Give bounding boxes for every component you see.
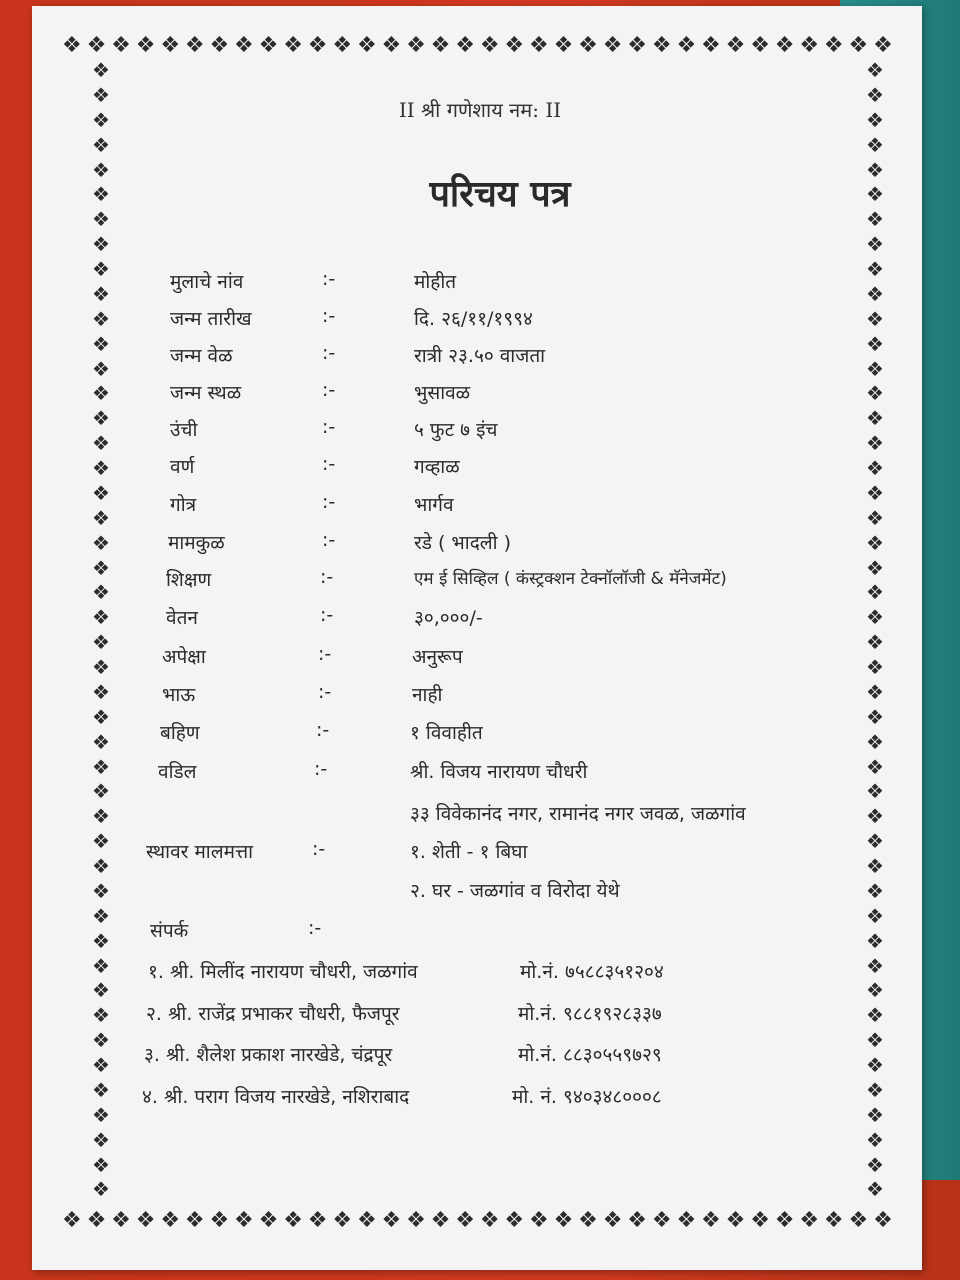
border-ornament-icon: ❖ <box>356 32 376 58</box>
border-ornament-icon: ❖ <box>92 630 110 655</box>
border-ornament-icon: ❖ <box>504 1207 524 1233</box>
border-ornament-icon: ❖ <box>866 406 884 431</box>
border-ornament-icon: ❖ <box>258 1207 278 1233</box>
border-ornament-icon: ❖ <box>676 32 696 58</box>
border-ornament-icon: ❖ <box>307 1207 327 1233</box>
border-ornament-icon: ❖ <box>381 32 401 58</box>
border-ornament-icon: ❖ <box>92 1028 110 1053</box>
detail-separator: :- <box>318 681 332 703</box>
border-ornament-icon: ❖ <box>866 182 884 207</box>
border-ornament-icon: ❖ <box>92 779 110 804</box>
border-ornament-icon: ❖ <box>92 978 110 1003</box>
detail-separator: :- <box>322 342 336 364</box>
detail-separator: :- <box>322 491 336 513</box>
border-ornament-icon: ❖ <box>92 953 110 978</box>
detail-label: भाऊ <box>162 684 196 706</box>
border-ornament-icon: ❖ <box>92 580 110 605</box>
father-address: ३३ विवेकानंद नगर, रामानंद नगर जवळ, जळगांव <box>410 803 746 825</box>
border-ornament-icon: ❖ <box>356 1207 376 1233</box>
border-ornament-icon: ❖ <box>750 32 769 58</box>
detail-separator: :- <box>320 604 334 626</box>
border-ornament-icon: ❖ <box>866 953 884 978</box>
detail-separator: :- <box>322 453 336 475</box>
border-ornament-icon: ❖ <box>578 32 597 58</box>
detail-value: १ विवाहीत <box>410 722 483 744</box>
border-ornament-icon: ❖ <box>92 1053 110 1077</box>
border-ornament-icon: ❖ <box>750 1207 769 1233</box>
contact-name: ३. श्री. शैलेश प्रकाश नारखेडे, चंद्रपूर <box>144 1044 393 1066</box>
border-ornament-icon: ❖ <box>848 32 868 58</box>
border-ornament-icon: ❖ <box>866 356 884 381</box>
border-ornament-icon: ❖ <box>160 32 180 58</box>
border-ornament-icon: ❖ <box>92 107 110 132</box>
decorative-border-right <box>862 60 888 1200</box>
border-ornament-icon: ❖ <box>651 32 671 58</box>
detail-separator: :- <box>322 305 336 327</box>
border-ornament-icon: ❖ <box>866 281 884 306</box>
border-ornament-icon: ❖ <box>774 32 794 58</box>
border-ornament-icon: ❖ <box>866 480 884 505</box>
detail-value: रडे ( भादली ) <box>414 532 512 554</box>
border-ornament-icon: ❖ <box>307 32 327 58</box>
border-ornament-icon: ❖ <box>92 1127 110 1152</box>
border-ornament-icon: ❖ <box>848 1207 868 1233</box>
border-ornament-icon: ❖ <box>92 878 110 903</box>
border-ornament-icon: ❖ <box>725 32 745 58</box>
border-ornament-icon: ❖ <box>866 978 884 1003</box>
border-ornament-icon: ❖ <box>92 431 110 456</box>
border-ornament-icon: ❖ <box>92 456 110 480</box>
border-ornament-icon: ❖ <box>92 854 110 878</box>
border-ornament-icon: ❖ <box>823 1207 843 1233</box>
border-ornament-icon: ❖ <box>866 505 884 530</box>
border-ornament-icon: ❖ <box>92 1102 110 1127</box>
border-ornament-icon: ❖ <box>234 1207 253 1233</box>
detail-value: नाही <box>412 684 443 706</box>
detail-label: वडिल <box>158 761 197 783</box>
border-ornament-icon: ❖ <box>866 655 884 679</box>
detail-label: उंची <box>170 419 198 441</box>
border-ornament-icon: ❖ <box>209 1207 229 1233</box>
decorative-border-top <box>62 32 892 58</box>
property-label: स्थावर मालमत्ता <box>146 841 254 863</box>
border-ornament-icon: ❖ <box>92 157 110 182</box>
border-ornament-icon: ❖ <box>866 530 884 555</box>
contact-phone: मो.नं. ९८८१९२८३३७ <box>518 1003 662 1025</box>
border-ornament-icon: ❖ <box>92 928 110 953</box>
contact-phone: मो.नं. ७५८८३५१२०४ <box>520 961 664 983</box>
border-ornament-icon: ❖ <box>578 1207 597 1233</box>
border-ornament-icon: ❖ <box>92 406 110 431</box>
border-ornament-icon: ❖ <box>92 505 110 530</box>
border-ornament-icon: ❖ <box>111 1207 130 1233</box>
border-ornament-icon: ❖ <box>866 729 884 754</box>
page-title: परिचय पत्र <box>429 174 571 215</box>
border-ornament-icon: ❖ <box>528 32 548 58</box>
detail-value: मोहीत <box>414 271 457 293</box>
border-ornament-icon: ❖ <box>92 1177 110 1200</box>
border-ornament-icon: ❖ <box>135 1207 155 1233</box>
border-ornament-icon: ❖ <box>92 555 110 580</box>
border-ornament-icon: ❖ <box>866 1102 884 1127</box>
border-ornament-icon: ❖ <box>866 1003 884 1028</box>
border-ornament-icon: ❖ <box>873 32 892 58</box>
border-ornament-icon: ❖ <box>406 32 425 58</box>
border-ornament-icon: ❖ <box>823 32 843 58</box>
border-ornament-icon: ❖ <box>866 804 884 829</box>
border-ornament-icon: ❖ <box>866 157 884 182</box>
contact-name: १. श्री. मिलींद नारायण चौधरी, जळगांव <box>148 961 418 983</box>
border-ornament-icon: ❖ <box>209 32 229 58</box>
contact-name: २. श्री. राजेंद्र प्रभाकर चौधरी, फैजपूर <box>146 1003 400 1025</box>
decorative-border-bottom <box>62 1207 892 1233</box>
border-ornament-icon: ❖ <box>866 331 884 356</box>
border-ornament-icon: ❖ <box>866 878 884 903</box>
border-ornament-icon: ❖ <box>774 1207 794 1233</box>
border-ornament-icon: ❖ <box>92 306 110 331</box>
detail-value: एम ई सिव्हिल ( कंस्ट्रक्शन टेक्नॉलॉजी & मॅनेजमेंट) <box>414 569 727 589</box>
property-item: २. घर - जळगांव व विरोदा येथे <box>410 880 620 902</box>
border-ornament-icon: ❖ <box>62 32 81 58</box>
border-ornament-icon: ❖ <box>92 132 110 157</box>
border-ornament-icon: ❖ <box>92 232 110 257</box>
border-ornament-icon: ❖ <box>184 1207 204 1233</box>
border-ornament-icon: ❖ <box>455 1207 474 1233</box>
detail-value: अनुरूप <box>412 646 463 668</box>
border-ornament-icon: ❖ <box>866 679 884 704</box>
border-ornament-icon: ❖ <box>92 60 110 82</box>
border-ornament-icon: ❖ <box>799 32 819 58</box>
border-ornament-icon: ❖ <box>866 207 884 232</box>
border-ornament-icon: ❖ <box>332 32 352 58</box>
border-ornament-icon: ❖ <box>92 605 110 630</box>
detail-label: जन्म तारीख <box>170 308 252 330</box>
border-ornament-icon: ❖ <box>92 1003 110 1028</box>
border-ornament-icon: ❖ <box>873 1207 892 1233</box>
border-ornament-icon: ❖ <box>866 1053 884 1077</box>
detail-label: जन्म स्थळ <box>170 382 242 404</box>
detail-separator: :- <box>322 268 336 290</box>
detail-label: मामकुळ <box>168 532 225 554</box>
border-ornament-icon: ❖ <box>92 480 110 505</box>
border-ornament-icon: ❖ <box>92 679 110 704</box>
border-ornament-icon: ❖ <box>725 1207 745 1233</box>
border-ornament-icon: ❖ <box>676 1207 696 1233</box>
detail-value: गव्हाळ <box>414 456 460 478</box>
border-ornament-icon: ❖ <box>92 182 110 207</box>
border-ornament-icon: ❖ <box>92 331 110 356</box>
detail-value: दि. २६/११/१९९४ <box>414 308 533 330</box>
detail-label: मुलाचे नांव <box>170 271 244 293</box>
border-ornament-icon: ❖ <box>62 1207 81 1233</box>
detail-label: शिक्षण <box>166 569 212 591</box>
border-ornament-icon: ❖ <box>86 1207 106 1233</box>
border-ornament-icon: ❖ <box>627 32 647 58</box>
detail-separator: :- <box>322 529 336 551</box>
border-ornament-icon: ❖ <box>866 1028 884 1053</box>
border-ornament-icon: ❖ <box>602 32 622 58</box>
detail-separator: :- <box>318 643 332 665</box>
contact-separator: :- <box>308 917 322 939</box>
border-ornament-icon: ❖ <box>866 431 884 456</box>
detail-separator: :- <box>322 416 336 438</box>
border-ornament-icon: ❖ <box>332 1207 352 1233</box>
border-ornament-icon: ❖ <box>258 32 278 58</box>
border-ornament-icon: ❖ <box>160 1207 180 1233</box>
invocation-text: II श्री गणेशाय नम: II <box>398 98 562 122</box>
border-ornament-icon: ❖ <box>111 32 130 58</box>
border-ornament-icon: ❖ <box>92 1152 110 1177</box>
border-ornament-icon: ❖ <box>504 32 524 58</box>
border-ornament-icon: ❖ <box>866 754 884 779</box>
detail-separator: :- <box>322 379 336 401</box>
border-ornament-icon: ❖ <box>283 1207 302 1233</box>
border-ornament-icon: ❖ <box>866 779 884 804</box>
border-ornament-icon: ❖ <box>381 1207 401 1233</box>
border-ornament-icon: ❖ <box>184 32 204 58</box>
border-ornament-icon: ❖ <box>455 32 474 58</box>
border-ornament-icon: ❖ <box>866 107 884 132</box>
border-ornament-icon: ❖ <box>866 306 884 331</box>
border-ornament-icon: ❖ <box>92 704 110 729</box>
detail-value: ५ फुट ७ इंच <box>414 419 498 441</box>
detail-label: वर्ण <box>170 456 195 478</box>
border-ornament-icon: ❖ <box>866 605 884 630</box>
border-ornament-icon: ❖ <box>866 1152 884 1177</box>
border-ornament-icon: ❖ <box>430 32 450 58</box>
border-ornament-icon: ❖ <box>866 82 884 107</box>
contact-phone: मो.नं. ८८३०५५९७२९ <box>518 1044 662 1066</box>
border-ornament-icon: ❖ <box>92 356 110 381</box>
border-ornament-icon: ❖ <box>479 32 499 58</box>
border-ornament-icon: ❖ <box>866 903 884 928</box>
detail-value: श्री. विजय नारायण चौधरी <box>410 761 588 783</box>
border-ornament-icon: ❖ <box>627 1207 647 1233</box>
border-ornament-icon: ❖ <box>866 257 884 281</box>
border-ornament-icon: ❖ <box>866 1127 884 1152</box>
border-ornament-icon: ❖ <box>866 580 884 605</box>
border-ornament-icon: ❖ <box>701 1207 720 1233</box>
detail-label: अपेक्षा <box>162 646 206 668</box>
border-ornament-icon: ❖ <box>866 704 884 729</box>
border-ornament-icon: ❖ <box>602 1207 622 1233</box>
detail-value: ३०,०००/- <box>414 607 483 629</box>
detail-label: बहिण <box>160 722 200 744</box>
detail-value: भार्गव <box>414 494 454 516</box>
border-ornament-icon: ❖ <box>866 1177 884 1200</box>
property-separator: :- <box>312 838 326 860</box>
border-ornament-icon: ❖ <box>406 1207 425 1233</box>
border-ornament-icon: ❖ <box>866 630 884 655</box>
border-ornament-icon: ❖ <box>553 32 573 58</box>
border-ornament-icon: ❖ <box>799 1207 819 1233</box>
border-ornament-icon: ❖ <box>92 207 110 232</box>
border-ornament-icon: ❖ <box>92 257 110 281</box>
detail-separator: :- <box>314 758 328 780</box>
border-ornament-icon: ❖ <box>92 281 110 306</box>
border-ornament-icon: ❖ <box>866 829 884 854</box>
border-ornament-icon: ❖ <box>92 829 110 854</box>
border-ornament-icon: ❖ <box>283 32 302 58</box>
detail-separator: :- <box>316 719 330 741</box>
detail-label: जन्म वेळ <box>170 345 233 367</box>
border-ornament-icon: ❖ <box>866 854 884 878</box>
border-ornament-icon: ❖ <box>86 32 106 58</box>
detail-value: भुसावळ <box>414 382 471 404</box>
border-ornament-icon: ❖ <box>92 530 110 555</box>
contact-name: ४. श्री. पराग विजय नारखेडे, नशिराबाद <box>142 1086 410 1108</box>
border-ornament-icon: ❖ <box>234 32 253 58</box>
border-ornament-icon: ❖ <box>92 381 110 406</box>
border-ornament-icon: ❖ <box>92 754 110 779</box>
border-ornament-icon: ❖ <box>92 804 110 829</box>
border-ornament-icon: ❖ <box>92 903 110 928</box>
property-item: १. शेती - १ बिघा <box>410 841 528 863</box>
border-ornament-icon: ❖ <box>92 729 110 754</box>
border-ornament-icon: ❖ <box>479 1207 499 1233</box>
border-ornament-icon: ❖ <box>553 1207 573 1233</box>
border-ornament-icon: ❖ <box>866 132 884 157</box>
border-ornament-icon: ❖ <box>135 32 155 58</box>
border-ornament-icon: ❖ <box>866 456 884 480</box>
border-ornament-icon: ❖ <box>92 82 110 107</box>
detail-label: वेतन <box>166 607 198 629</box>
detail-separator: :- <box>320 566 334 588</box>
detail-value: रात्री २३.५० वाजता <box>414 345 546 367</box>
border-ornament-icon: ❖ <box>866 381 884 406</box>
border-ornament-icon: ❖ <box>866 1077 884 1102</box>
decorative-border-left <box>88 60 114 1200</box>
border-ornament-icon: ❖ <box>701 32 720 58</box>
border-ornament-icon: ❖ <box>866 232 884 257</box>
border-ornament-icon: ❖ <box>92 1077 110 1102</box>
border-ornament-icon: ❖ <box>866 928 884 953</box>
border-ornament-icon: ❖ <box>651 1207 671 1233</box>
detail-label: गोत्र <box>170 494 197 516</box>
border-ornament-icon: ❖ <box>528 1207 548 1233</box>
contact-phone: मो. नं. ९४०३४८०००८ <box>512 1086 662 1108</box>
border-ornament-icon: ❖ <box>866 555 884 580</box>
border-ornament-icon: ❖ <box>866 60 884 82</box>
contact-label: संपर्क <box>150 920 189 942</box>
border-ornament-icon: ❖ <box>430 1207 450 1233</box>
border-ornament-icon: ❖ <box>92 655 110 679</box>
